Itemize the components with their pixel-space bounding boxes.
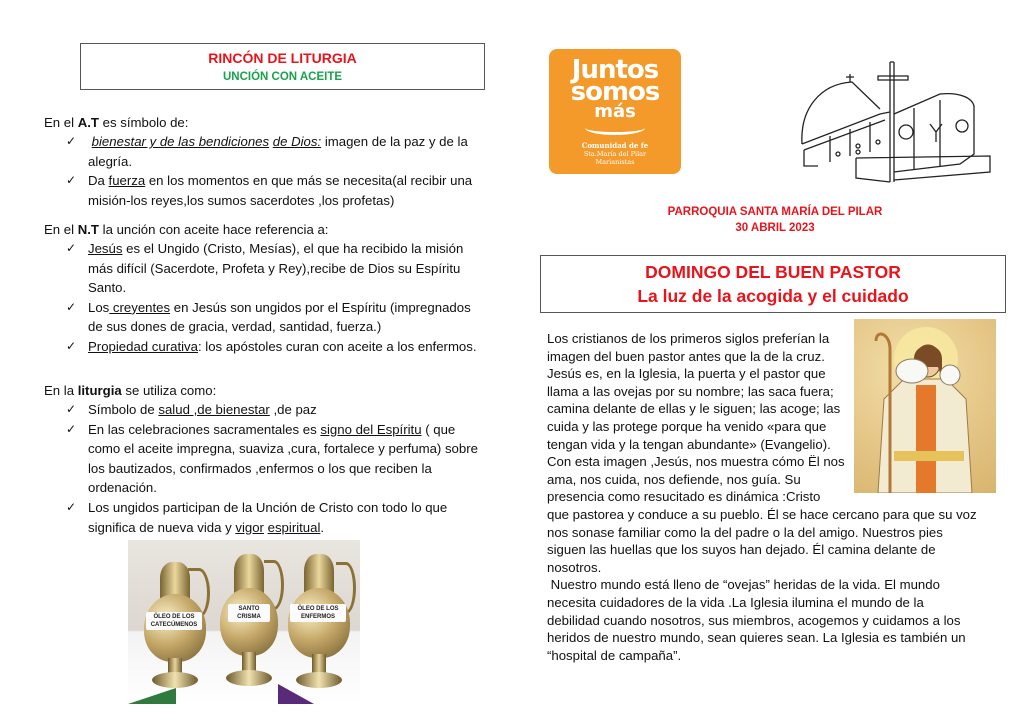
- lit-item-3-text: .: [320, 519, 325, 535]
- nt-item-2-text: en Jesús son ungidos por el Espíritu (impregnados de sus dones de gracia, verdad, santidad, fuerza.): [88, 299, 471, 335]
- checkmark-icon: ✓: [66, 402, 77, 416]
- reflection-text: [547, 330, 987, 664]
- at-intro-post: es símbolo de:: [98, 115, 189, 130]
- jug-foot: [226, 670, 272, 686]
- round-window-1: [899, 125, 913, 139]
- text-line: necesita cuidadores de la vida .La Iglesia ilumina el mundo de la: [547, 594, 924, 610]
- lit-item-1-underline: salud ,de bienestar: [158, 402, 270, 417]
- nt-intro-pre: En el: [44, 222, 78, 237]
- logo-sub-2: Sta.María del Pilar: [583, 150, 647, 158]
- nt-item-2-pre: Los: [88, 299, 110, 315]
- text-line: “hospital de campaña”.: [547, 647, 682, 663]
- at-item-2-pre: Da: [88, 173, 109, 189]
- roof-line-2: [804, 120, 885, 150]
- text-line: que pastorea y conduce a su pueblo. Él se hace cercano para que su voz: [547, 506, 977, 522]
- roof-line: [802, 112, 890, 144]
- juntos-somos-mas-logo: [549, 49, 681, 174]
- nt-item-3-underline: Propiedad curativa: [88, 338, 198, 354]
- nt-intro: [44, 220, 328, 240]
- side-window: [876, 140, 880, 144]
- text-line: Jesús es, en la Iglesia, la puerta y el pastor que: [547, 366, 826, 382]
- at-list: [66, 132, 486, 210]
- list-item: [66, 337, 486, 357]
- nt-item-3-text: : los apóstoles curan con aceite a los enfermos.: [197, 338, 477, 354]
- liturgia-intro-post: se utiliza como:: [121, 383, 217, 398]
- checkmark-icon: ✓: [66, 299, 77, 314]
- at-item-1-underline-2: de Dios:: [272, 134, 322, 149]
- liturgia-intro-bold: liturgia: [77, 383, 122, 398]
- list-item: [66, 239, 486, 298]
- lit-item-2-pre: En las celebraciones sacramentales es: [88, 421, 321, 437]
- reflection-wide: [547, 506, 987, 664]
- oil-jug-chrism: [214, 552, 284, 698]
- church-drawing-icon: [790, 54, 1000, 184]
- lit-item-3-underline-2: espiritual: [267, 519, 321, 535]
- side-window: [856, 150, 860, 154]
- checkmark-icon: ✓: [66, 499, 77, 514]
- checkmark-icon: ✓: [66, 173, 77, 188]
- lit-item-3-pre: Los ungidos participan de la Unción de Cristo con todo lo que significa de nueva vida y: [88, 499, 448, 535]
- logo-line-1: Juntos: [571, 55, 659, 85]
- at-item-2-text: en los momentos en que más se necesita(al recibir una misión-los reyes,los sumos sacerdotes ,los profetas): [88, 173, 473, 208]
- text-line: nos sonase familiar como la del padre o la del amigo. Nuestros pies: [547, 524, 943, 540]
- text-line: camina delante de ellas y le siguen; las acoge; las: [547, 401, 841, 417]
- jug-label: ÓLEO DE LOS ENFERMOS: [290, 604, 346, 622]
- nt-item-1-underline: Jesús: [88, 241, 123, 256]
- text-line: imagen del buen pastor antes que la de la cruz.: [547, 348, 825, 364]
- sunday-title: DOMINGO DEL BUEN PASTOR: [645, 262, 901, 282]
- small-cross: [846, 74, 854, 82]
- nt-intro-post: la unción con aceite hace referencia a:: [98, 222, 329, 237]
- logo-sub-1: Comunidad de fe: [581, 141, 649, 150]
- at-intro: [44, 113, 188, 133]
- checkmark-icon: ✓: [66, 338, 77, 353]
- checkmark-icon: ✓: [66, 241, 77, 255]
- at-item-1-text: imagen de la paz y de la alegría.: [88, 134, 468, 169]
- list-item: [66, 400, 486, 420]
- text-line: ama, nos cuida, nos defiende, nos guía. Su: [547, 471, 801, 487]
- logo-line-3: más: [594, 101, 636, 122]
- jug-foot: [152, 672, 198, 688]
- list-item: [66, 420, 486, 498]
- list-item: [66, 171, 486, 210]
- liturgy-corner-subtitle: UNCIÓN CON ACEITE: [222, 71, 343, 83]
- lit-item-1-text: ,de paz: [269, 402, 317, 417]
- oil-jug-catechumens: [140, 558, 210, 698]
- at-intro-pre: En el: [44, 115, 78, 130]
- text-line: Nuestro mundo está lleno de “ovejas” heridas de la vida. El mundo: [547, 577, 940, 593]
- holy-oils-photo: [128, 540, 360, 704]
- logo-sub-3: Marianistas: [595, 158, 635, 166]
- reflection-narrow: [547, 330, 847, 506]
- nt-intro-bold: N.T: [77, 222, 99, 237]
- text-line: cuida y las protege porque ha venido «para que: [547, 418, 827, 434]
- lit-item-2-text: ( que como el aceite impregna, suaviza ,cura, fortalece y perfuma) sobre los bautizados, confirmados ,enfermos o los que reciben la ordenación.: [88, 421, 478, 496]
- parish-name: PARROQUIA SANTA MARÍA DEL PILAR: [667, 206, 883, 218]
- list-item: [66, 132, 486, 171]
- jug-stem: [312, 654, 326, 674]
- liturgy-corner-header: [80, 43, 485, 90]
- list-item: [66, 298, 486, 337]
- lit-item-1-pre: Símbolo de: [88, 402, 159, 417]
- at-item-2-underline: fuerza: [108, 173, 146, 189]
- checkmark-icon: ✓: [66, 134, 77, 148]
- liturgia-intro: [44, 381, 216, 401]
- dome: [802, 82, 880, 144]
- side-window: [836, 152, 840, 156]
- text-line: tengan vida y la tengan abundante» (Evangelio).: [547, 436, 831, 452]
- liturgia-list: [66, 400, 486, 537]
- at-intro-bold: A.T: [77, 115, 99, 130]
- nt-item-1-text: es el Ungido (Cristo, Mesías), el que ha recibido la misión más difícil (Sacerdote, Profeta y Rey),recibe de Dios su Espíritu Santo.: [88, 241, 464, 296]
- jug-label: ÓLEO DE LOS CATECÚMENOS: [146, 612, 202, 630]
- jug-body: [220, 588, 278, 656]
- jug-foot: [296, 672, 342, 688]
- lit-item-3-underline: vigor: [235, 519, 264, 535]
- parish-header: [540, 204, 1010, 236]
- sunday-title-box: [540, 255, 1006, 313]
- liturgia-intro-pre: En la: [44, 383, 78, 398]
- cross-beam: [878, 76, 908, 80]
- jug-stem: [242, 652, 256, 672]
- logo-line-2: somos: [570, 77, 660, 107]
- base: [804, 150, 990, 182]
- list-item: [66, 498, 486, 537]
- text-line: Los cristianos de los primeros siglos preferían la: [547, 331, 830, 346]
- lit-item-2-underline: signo del Espíritu: [320, 421, 422, 437]
- liturgy-corner-title: RINCÓN DE LITURGIA: [208, 50, 357, 66]
- text-line: presencia como resucitado es dinámica :Cristo: [547, 489, 821, 505]
- jug-body: [288, 588, 350, 658]
- side-window: [856, 144, 860, 148]
- parish-date: 30 ABRIL 2023: [735, 222, 815, 234]
- text-line: llama a las ovejas por su nombre; las saca fuera;: [547, 383, 834, 399]
- at-item-1-underline: bienestar y de las bendiciones: [91, 134, 270, 149]
- text-line: heridos de nuestro mundo, sean quieres sean. La Iglesia es también un: [547, 630, 966, 646]
- nt-list: [66, 239, 486, 357]
- round-window-2: [956, 120, 968, 132]
- oil-jug-sick: [284, 552, 358, 698]
- nt-item-2-underline: creyentes: [109, 299, 171, 315]
- text-line: siguen las huellas que los suyos han dejado. Él camina delante de: [547, 542, 936, 558]
- jug-label: SANTO CRISMA: [228, 604, 270, 622]
- text-line: debilidad cuando nosotros, sus miembros, acogemos y cuidamos a los: [547, 612, 961, 628]
- text-line: Con esta imagen ,Jesús, nos muestra cómo Ël nos: [547, 454, 845, 470]
- smile-icon: [585, 121, 645, 135]
- text-line: nosotros.: [547, 559, 602, 575]
- facade: [894, 94, 974, 172]
- checkmark-icon: ✓: [66, 421, 77, 436]
- sunday-subtitle: La luz de la acogida y el cuidado: [637, 286, 909, 306]
